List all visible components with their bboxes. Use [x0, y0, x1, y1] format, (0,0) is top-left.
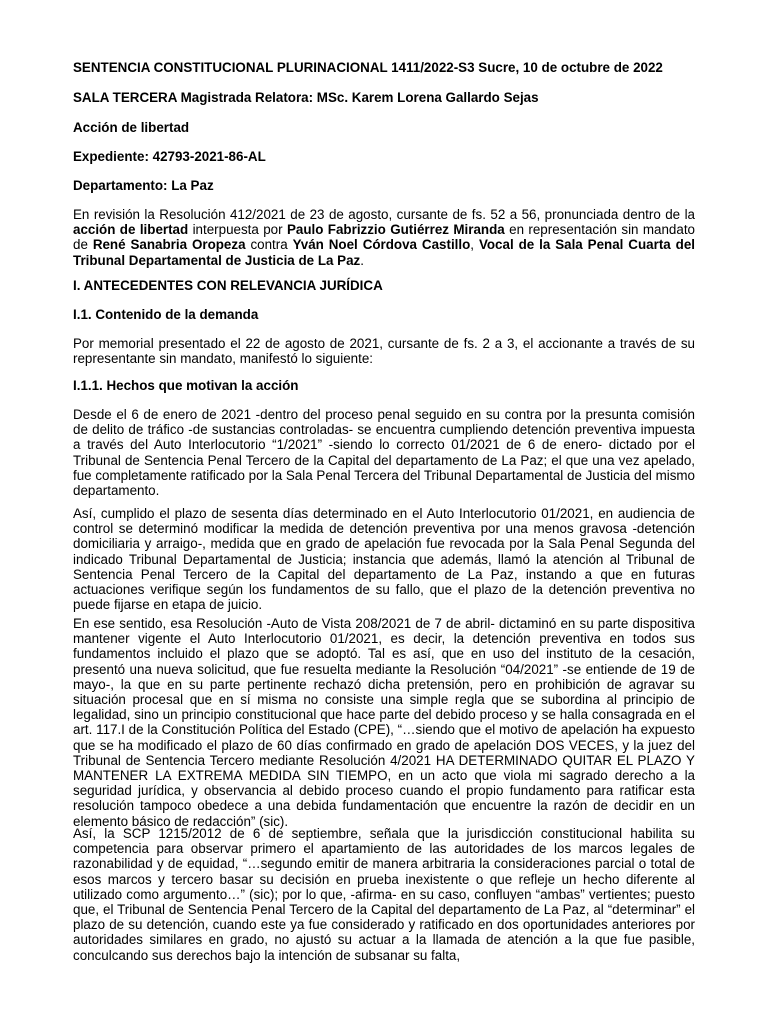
intro-text-1: En revisión la Resolución 412/2021 de 23 de agosto, cursante de fs. 52 a 56, pronunciada dentro de la — [73, 207, 695, 222]
body-paragraph-1: Desde el 6 de enero de 2021 -dentro del proceso penal seguido en su contra por la presunta comisión de delito de tráfico -de sustancias controladas- se encuentra cumpliendo detención preventiva impuesta a través del Auto Interlocutorio “1/2021” -siendo lo correcto 01/2021 de 6 de enero- dictado por el Tribunal de Sentencia Penal Tercero de la Capital del departamento de La Paz; el que una vez apelado, fue completamente ratificado por la Sala Penal Tercera del Tribunal Departamental de Justicia del mismo departamento. — [73, 407, 695, 499]
subsection-heading: I.1. Contenido de la demanda — [73, 307, 259, 322]
body-paragraph-2: Así, cumplido el plazo de sesenta días determinado en el Auto Interlocutorio 01/2021, en audiencia de control se determinó modificar la medida de detención preventiva por una menos gravosa -detención domiciliaria y arraigo-, medida que en grado de apelación fue revocada por la Sala Penal Segunda del indicado Tribunal Departamental de Justicia; instancia que además, llamó la atención al Tribunal de Sentencia Penal Tercero de la Capital del departamento de La Paz, instando a que en futuras actuaciones verifique según los fundamentos de su fallo, que el plazo de la detención preventiva no puede fijarse en etapa de juicio. — [73, 506, 695, 613]
intro-text-5: , — [470, 237, 479, 253]
case-number: Expediente: 42793-2021-86-AL — [73, 149, 266, 164]
body-paragraph-4: Así, la SCP 1215/2012 de 6 de septiembre, señala que la jurisdicción constitucional habilita su competencia para observar primero el apartamiento de las autoridades de los marcos legales de razonabilidad y de equidad, “…segundo emitir de manera arbitraria la consideraciones parcial o total de esos marcos y tercero basar su decisión en prueba inexistente o que refleje un hecho diferente al utilizado como argumento…” (sic); por lo que, -afirma- en su caso, confluyen “ambas” vertientes; puesto que, el Tribunal de Sentencia Penal Tercero de la Capital del departamento de La Paz, al “determinar” el plazo de su detención, cuando este ya fue considerado y ratificado en dos oportunidades anteriores por autoridades similares en grado, no ajustó su actuar a la llamada de atención a la que fue pasible, conculcando sus derechos bajo la intención de subsanar su falta, — [73, 826, 695, 963]
department: Departamento: La Paz — [73, 178, 214, 193]
chamber-line: SALA TERCERA Magistrada Relatora: MSc. Karem Lorena Gallardo Sejas — [73, 90, 539, 105]
sentence-title: SENTENCIA CONSTITUCIONAL PLURINACIONAL 1411/2022-S3 Sucre, 10 de octubre de 2022 — [73, 60, 663, 75]
intro-text-4: contra — [245, 237, 293, 253]
demand-paragraph: Por memorial presentado el 22 de agosto de 2021, cursante de fs. 2 a 3, el accionante a través de su representante sin mandato, manifestó lo siguiente: — [73, 336, 695, 367]
subsubsection-heading: I.1.1. Hechos que motivan la acción — [73, 378, 299, 393]
intro-bold-defendant: Yván Noel Córdova Castillo — [292, 237, 471, 253]
intro-bold-vocal: Vocal de la Sala Penal Cuarta del Tribunal Departamental de Justicia de La Paz — [73, 237, 695, 268]
intro-text-2: interpuesta por — [188, 222, 287, 238]
body-paragraph-3: En ese sentido, esa Resolución -Auto de Vista 208/2021 de 7 de abril- dictaminó en su parte dispositiva mantener vigente el Auto Interlocutorio 01/2021, es decir, la detención preventiva en todos sus fundamentos incluido el plazo que se adoptó. Tal es así, que en uso del instituto de la cesación, presentó una nueva solicitud, que fue resuelta mediante la Resolución “04/2021” -se entiende de 19 de mayo-, la que en su parte pertinente rechazó dicha pretensión, pero en prohibición de agravar su situación procesal que en sí misma no consiste una simple regla que se subordina al principio de legalidad, sino un principio constitucional que hace parte del debido proceso y se halla consagrada en el art. 117.I de la Constitución Política del Estado (CPE), “…siendo que el motivo de apelación ha expuesto que se ha modificado el plazo de 60 días confirmado en grado de apelación DOS VECES, y la juez del Tribunal de Sentencia Tercero mediante Resolución 4/2021 HA DETERMINADO QUITAR EL PLAZO Y MANTENER LA EXTREMA MEDIDA SIN TIEMPO, en un acto que viola mi sagrado derecho a la seguridad jurídica, y observancia al debido proceso cuando el propio fundamento para ratificar esta resolución tampoco obedece a una debida fundamentación que encuentre la razón de decidir en un elemento básico de redacción” (sic). — [73, 616, 695, 829]
action-type: Acción de libertad — [73, 120, 190, 135]
intro-text-6: . — [360, 252, 364, 268]
section-heading: I. ANTECEDENTES CON RELEVANCIA JURÍDICA — [73, 278, 383, 293]
intro-paragraph — [73, 207, 695, 268]
intro-bold-accion: acción de libertad — [73, 222, 189, 238]
intro-bold-represented: René Sanabria Oropeza — [92, 237, 246, 253]
intro-text-3: en representación sin mandato de — [73, 222, 695, 253]
intro-bold-plaintiff: Paulo Fabrizzio Gutiérrez Miranda — [286, 222, 505, 238]
